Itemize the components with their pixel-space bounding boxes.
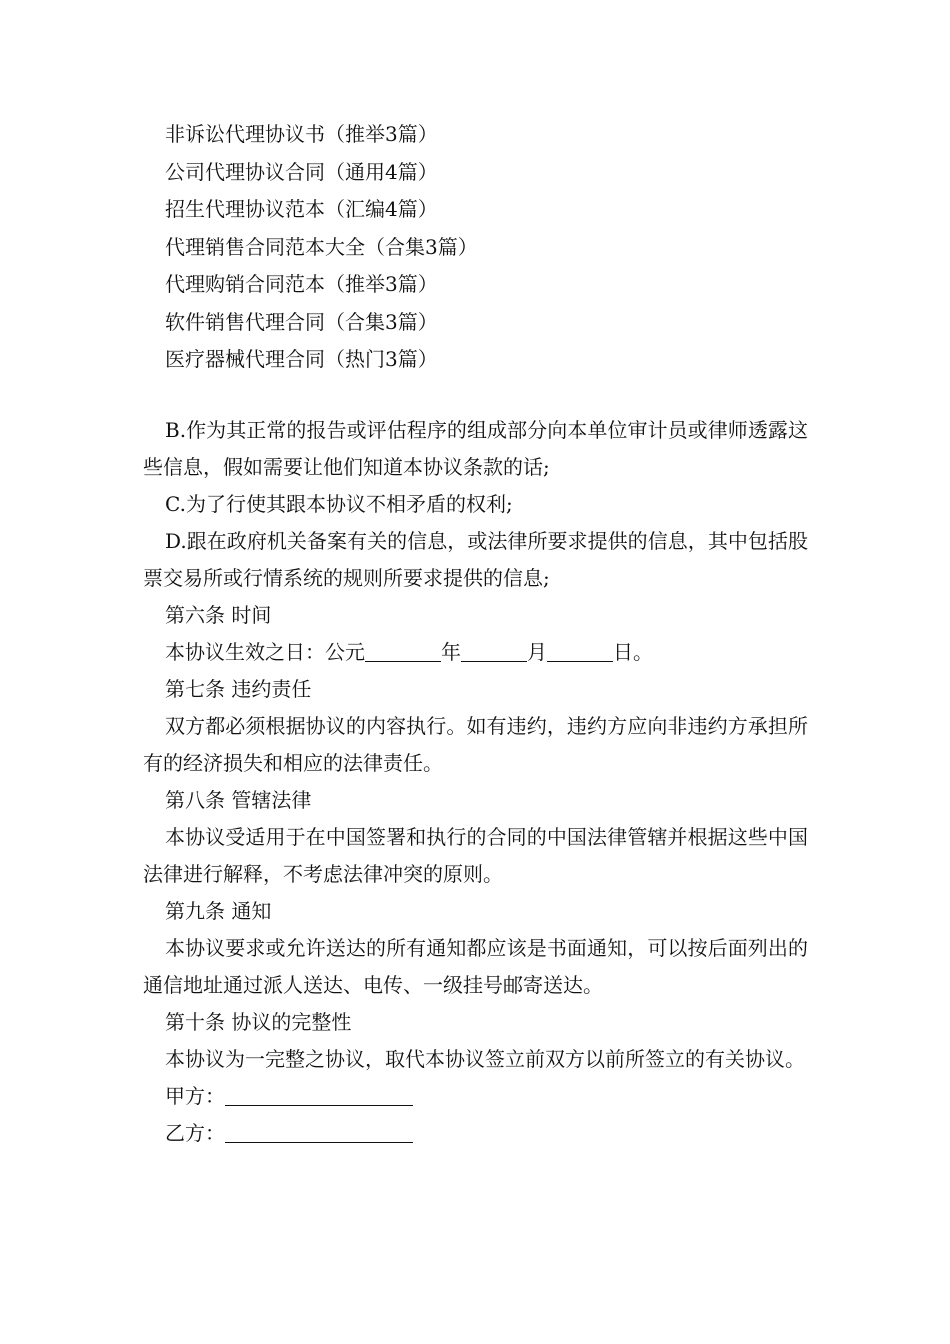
clause-d: D.跟在政府机关备案有关的信息，或法律所要求提供的信息，其中包括股票交易所或行情系统的规则所要求提供的信息; <box>143 529 808 590</box>
month-blank <box>461 639 527 662</box>
clause-b: B.作为其正常的报告或评估程序的组成部分向本单位审计员或律师透露这些信息，假如需要让他们知道本协议条款的话; <box>143 418 808 479</box>
signature-party-a <box>143 1078 808 1115</box>
article7-text: 双方都必须根据协议的内容执行。如有违约，违约方应向非违约方承担所有的经济损失和相应的法律责任。 <box>143 714 808 775</box>
related-link-5[interactable]: 代理购销合同范本（推举3篇） <box>165 272 438 296</box>
related-link-1[interactable]: 非诉讼代理协议书（推举3篇） <box>165 122 438 146</box>
related-links-list <box>165 116 478 379</box>
day-label: 日。 <box>613 640 653 664</box>
day-blank <box>547 639 613 662</box>
document-body <box>143 412 808 1152</box>
article6-title: 第六条 时间 <box>165 603 272 627</box>
related-link-2[interactable]: 公司代理协议合同（通用4篇） <box>165 159 438 184</box>
party-a-label: 甲方： <box>165 1084 225 1108</box>
related-link-6[interactable]: 软件销售代理合同（合集3篇） <box>165 309 438 334</box>
related-link-7[interactable]: 医疗器械代理合同（热门3篇） <box>165 347 438 371</box>
article8-text: 本协议受适用于在中国签署和执行的合同的中国法律管辖并根据这些中国法律进行解释，不考虑法律冲突的原则。 <box>143 825 808 886</box>
article10-text: 本协议为一完整之协议，取代本协议签立前双方以前所签立的有关协议。 <box>165 1047 805 1071</box>
party-b-signature-line <box>225 1120 413 1143</box>
article8-title: 第八条 管辖法律 <box>165 788 312 812</box>
article7-title: 第七条 违约责任 <box>165 677 312 701</box>
article10-title: 第十条 协议的完整性 <box>165 1010 352 1034</box>
date-prefix: 本协议生效之日：公元 <box>165 640 365 664</box>
year-label: 年 <box>441 640 461 664</box>
month-label: 月 <box>527 640 547 664</box>
related-link-4[interactable]: 代理销售合同范本大全（合集3篇） <box>165 234 478 259</box>
party-b-label: 乙方： <box>165 1121 225 1145</box>
article9-title: 第九条 通知 <box>165 899 272 923</box>
signature-party-b <box>143 1115 808 1152</box>
article6-date-line <box>143 634 808 671</box>
year-blank <box>365 639 441 662</box>
party-a-signature-line <box>225 1083 413 1106</box>
clause-c: C.为了行使其跟本协议不相矛盾的权利; <box>165 492 513 516</box>
related-link-3[interactable]: 招生代理协议范本（汇编4篇） <box>165 197 438 221</box>
article9-text: 本协议要求或允许送达的所有通知都应该是书面通知，可以按后面列出的通信地址通过派人送达、电传、一级挂号邮寄送达。 <box>143 936 808 997</box>
